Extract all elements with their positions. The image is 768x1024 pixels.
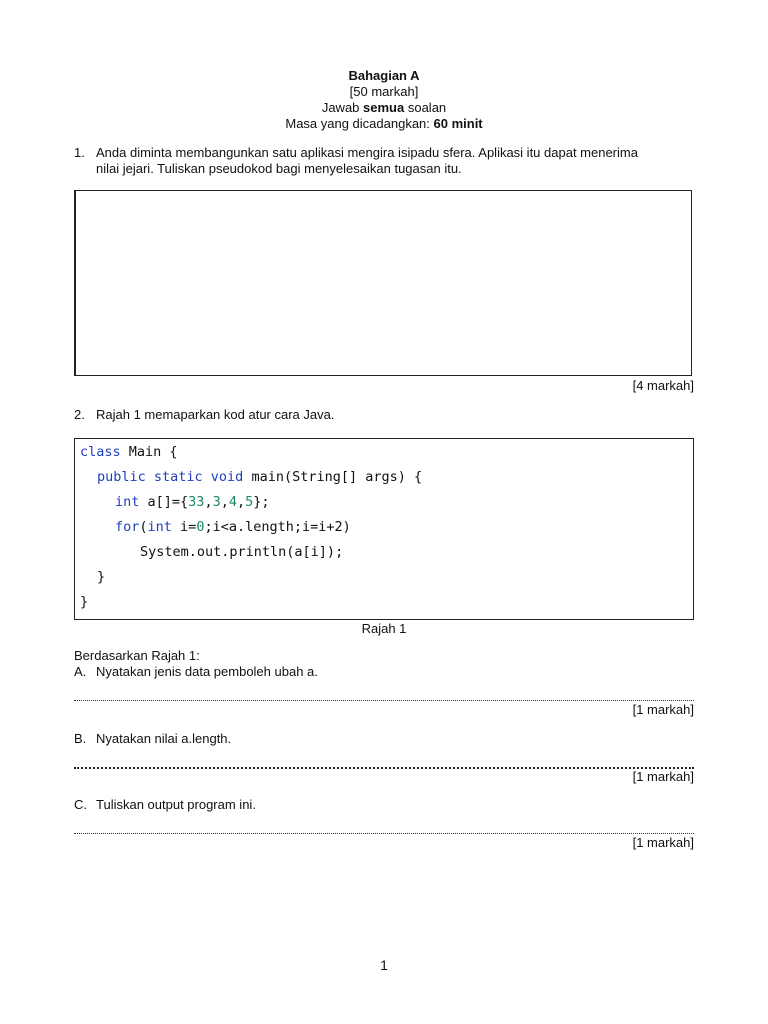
code-text: ,: [204, 494, 213, 510]
code-keyword: class: [80, 444, 121, 460]
q1-text-line1: Anda diminta membangunkan satu aplikasi mengira isipadu sfera. Aplikasi itu dapat menerima: [96, 145, 638, 160]
code-text: };: [253, 494, 270, 510]
part-a-marks: [1 markah]: [632, 702, 694, 717]
instruction-post: soalan: [404, 100, 447, 115]
part-b-answer-line[interactable]: [74, 767, 694, 769]
instruction-pre: Jawab: [321, 100, 364, 115]
code-line-1: [80, 444, 178, 460]
q1-number: 1.: [74, 145, 85, 160]
part-b-text: Nyatakan nilai a.length.: [96, 731, 232, 746]
part-c-text: Tuliskan output program ini.: [96, 797, 256, 812]
section-title: Bahagian A: [348, 68, 420, 83]
part-a-label: A.: [74, 664, 87, 679]
code-keyword: for: [115, 519, 140, 535]
part-a-answer-line[interactable]: [74, 700, 694, 701]
time-bold: 60 minit: [433, 116, 483, 131]
code-number: 5: [245, 494, 254, 510]
code-text: ,: [237, 494, 246, 510]
code-text: a[]={: [139, 494, 189, 510]
time-line: [0, 116, 768, 131]
part-c-answer-line[interactable]: [74, 833, 694, 834]
code-line-5: System.out.println(a[i]);: [140, 544, 344, 560]
q2-intro: Rajah 1 memaparkan kod atur cara Java.: [96, 407, 335, 422]
code-text: (: [139, 519, 148, 535]
code-line-3: [115, 494, 270, 510]
q1-marks: [4 markah]: [632, 378, 694, 393]
code-line-4: [115, 519, 351, 535]
part-c-marks: [1 markah]: [632, 835, 694, 850]
q2-lead: Berdasarkan Rajah 1:: [74, 648, 200, 663]
part-b-marks: [1 markah]: [632, 769, 694, 784]
code-number: 4: [228, 494, 237, 510]
q1-text-line2: nilai jejari. Tuliskan pseudokod bagi menyelesaikan tugasan itu.: [96, 161, 462, 176]
part-c-label: C.: [74, 797, 87, 812]
figure-caption: Rajah 1: [361, 621, 407, 636]
code-text: ,: [220, 494, 229, 510]
code-keyword: int: [147, 519, 172, 535]
code-line-2: [97, 469, 422, 485]
code-line-7: }: [80, 594, 89, 610]
q1-answer-box[interactable]: [74, 190, 692, 376]
part-a-text: Nyatakan jenis data pemboleh ubah a.: [96, 664, 318, 679]
q2-number: 2.: [74, 407, 85, 422]
time-pre: Masa yang dicadangkan:: [285, 116, 434, 131]
code-line-6: }: [97, 569, 106, 585]
code-number: 33: [188, 494, 205, 510]
section-marks: [50 markah]: [349, 84, 419, 99]
instruction-line: [0, 100, 768, 115]
code-keyword: public static void: [97, 469, 244, 485]
code-text: i=: [171, 519, 197, 535]
part-b-label: B.: [74, 731, 87, 746]
page-number: 1: [380, 957, 388, 973]
code-text: main(String[] args) {: [243, 469, 423, 485]
code-text: Main {: [120, 444, 178, 460]
code-number: 0: [196, 519, 205, 535]
instruction-bold: semua: [363, 100, 405, 115]
code-box: [74, 438, 694, 620]
code-text: ;i<a.length;i=i+2): [204, 519, 351, 535]
code-number: 3: [212, 494, 221, 510]
code-keyword: int: [115, 494, 140, 510]
